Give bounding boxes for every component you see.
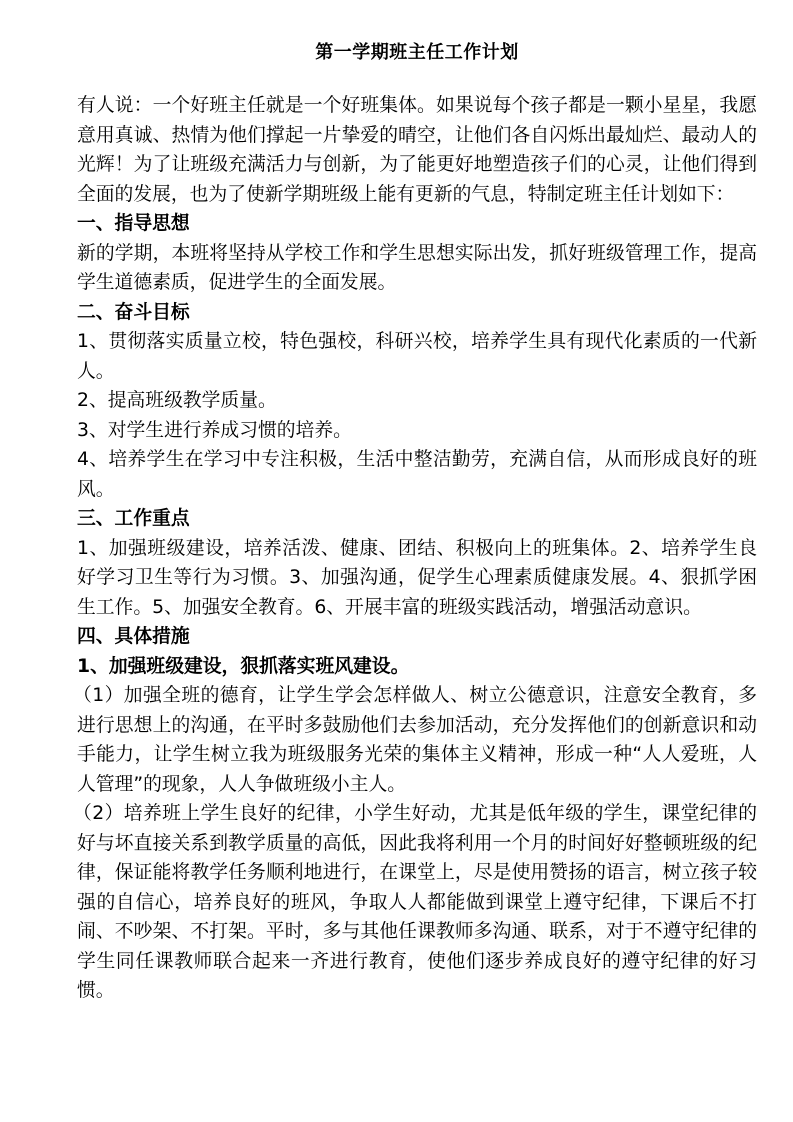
document-page — [73, 0, 757, 1006]
measures-paragraph: （2）培养班上学生良好的纪律，小学生好动，尤其是低年级的学生，课堂纪律的好与坏直接关系到教学质量的高低，因此我将利用一个月的时间好好整顿班级的纪律，保证能将教学任务顺利地进行，在课堂上，尽是使用赞扬的语言，树立孩子较强的自信心，培养良好的班风，争取人人都能做到课堂上遵守纪律，下课后不打闹、不吵架、不打架。平时，多与其他任课教师多沟通、联系，对于不遵守纪律的学生同任课教师联合起来一齐进行教育，使他们逐步养成良好的遵守纪律的好习惯。 — [73, 803, 757, 1001]
measures-subheading: 1、加强班级建设，狠抓落实班风建设。 — [77, 655, 410, 677]
section-heading-guiding-ideology: 一、指导思想 — [77, 213, 190, 234]
goal-item: 4、培养学生在学习中专注积极，生活中整洁勤劳，充满自信，从而形成良好的班风。 — [77, 449, 757, 500]
document-title: 第一学期班主任工作计划 — [315, 42, 519, 63]
section-body-work-focus: 1、加强班级建设，培养活泼、健康、团结、积极向上的班集体。2、培养学生良好学习卫生等行为习惯。3、加强沟通，促学生心理素质健康发展。4、狠抓学困生工作。5、加强安全教育。6、开展丰富的班级实践活动，增强活动意识。 — [77, 537, 757, 618]
section-heading-measures: 四、具体措施 — [77, 626, 190, 647]
goal-item: 1、贯彻落实质量立校，特色强校，科研兴校，培养学生具有现代化素质的一代新人。 — [77, 331, 757, 382]
measures-paragraph: （1）加强全班的德育，让学生学会怎样做人、树立公德意识，注意安全教育，多进行思想上的沟通，在平时多鼓励他们去参加活动，充分发挥他们的创新意识和动手能力，让学生树立我为班级服务光荣的集体主义精神，形成一种“人人爱班，人人管理”的现象，人人争做班级小主人。 — [73, 685, 757, 795]
section-heading-work-focus: 三、工作重点 — [77, 508, 190, 529]
goal-item: 3、对学生进行养成习惯的培养。 — [77, 419, 352, 441]
section-heading-goals: 二、奋斗目标 — [77, 301, 190, 323]
intro-paragraph: 有人说：一个好班主任就是一个好班集体。如果说每个孩子都是一颗小星星，我愿意用真诚、热情为他们撑起一片挚爱的晴空，让他们各自闪烁出最灿烂、最动人的光辉！为了让班级充满活力与创新，为了能更好地塑造孩子们的心灵，让他们得到全面的发展，也为了使新学期班级上能有更新的气息，特制定班主任计划如下： — [77, 95, 757, 205]
section-body-guiding-ideology: 新的学期，本班将坚持从学校工作和学生思想实际出发，抓好班级管理工作，提高学生道德素质，促进学生的全面发展。 — [77, 242, 757, 293]
document-body — [73, 91, 757, 1006]
goal-item: 2、提高班级教学质量。 — [77, 390, 277, 411]
